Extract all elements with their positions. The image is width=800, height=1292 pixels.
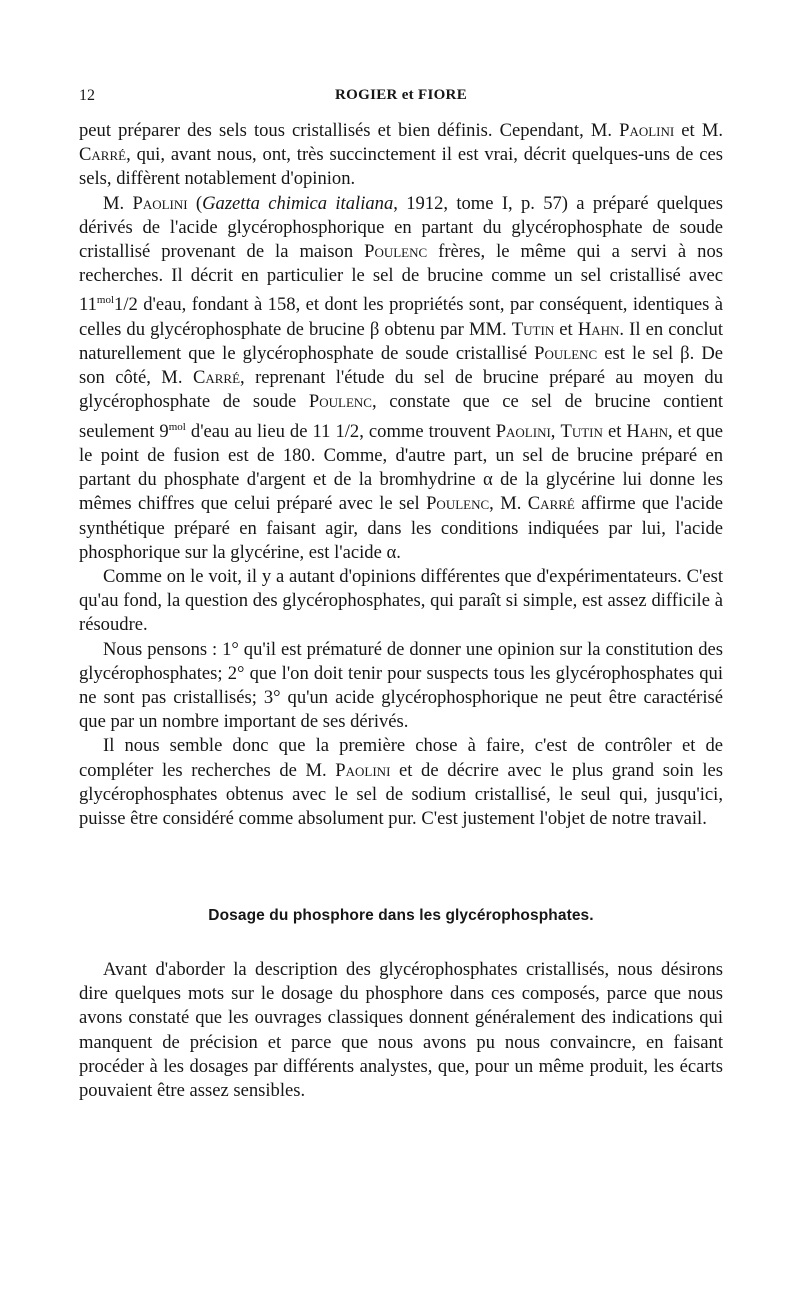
paragraph-3: Comme on le voit, il y a autant d'opinions différentes que d'expérimentateurs. C'est qu'au fond, la question des glycérophosphates, qui paraît si simple, est assez difficile à résoudre. — [79, 566, 723, 636]
main-text-block — [79, 119, 723, 831]
section-heading: Dosage du phosphore dans les glycérophosphates. — [208, 907, 594, 924]
paragraph-1: peut préparer des sels tous cristallisés et bien définis. Cependant, M. Paolini et M. Carré, qui, avant nous, ont, très succinctement il est vrai, décrit quelques-uns de ces sels, diffèrent notablement d'opinion. — [79, 120, 723, 190]
paragraph-2: M. Paolini (Gazetta chimica italiana, 1912, tome I, p. 57) a préparé quelques dérivés de l'acide glycérophosphorique en partant du glycérophosphate de soude cristallisé provenant de la maison Poulenc frères, le même qui a servi à nos recherches. Il décrit en particulier le sel de brucine comme un sel cristallisé avec $11^{mol}1/2$ d'eau, fondant à 158, et dont les propriétés sont, par conséquent, identiques à celles du glycérophosphate de brucine β obtenu par MM. Tutin et Hahn. Il en conclut naturellement que le glycérophosphate de soude cristallisé Poulenc est le sel β. De son côté, M. Carré, reprenant l'étude du sel de brucine préparé au moyen du glycérophosphate de soude Poulenc, constate que ce sel de brucine contient seulement $9^{mol}$ d'eau au lieu de 11 1/2, comme trouvent Paolini, Tutin et Hahn, et que le point de fusion est de 180. Comme, d'autre part, un sel de brucine préparé en partant du phosphate d'argent et de la bromhydrine α de la glycérine lui donne les mêmes chiffres que celui préparé avec le sel Poulenc, M. Carré affirme que l'acide synthétique préparé en faisant agir, dans les conditions indiquées par lui, l'acide phosphorique sur la glycérine, est l'acide α. — [79, 192, 724, 563]
paragraph-5: Il nous semble donc que la première chose à faire, c'est de contrôler et de compléter les recherches de M. Paolini et de décrire avec le plus grand soin les glycérophosphates obtenus avec le sel de sodium cristallisé, le seul qui, jusqu'ici, puisse être considéré comme absolument pur. C'est justement l'objet de notre travail. — [79, 735, 723, 830]
running-head: ROGIER et FIORE — [335, 87, 467, 103]
section-text-block — [79, 958, 723, 1103]
paragraph-4: Nous pensons : 1° qu'il est prématuré de donner une opinion sur la constitution des glycérophosphates; 2° que l'on doit tenir pour suspects tous les glycérophosphates qui ne sont pas cristallisés; 3° qu'un acide glycérophosphorique ne peut être caractérisé que par un nombre important de ses dérivés. — [79, 638, 723, 733]
page-number: 12 — [79, 87, 95, 104]
page-header — [79, 87, 723, 111]
paragraph-6: Avant d'aborder la description des glycérophosphates cristallisés, nous désirons dire quelques mots sur le dosage du phosphore dans ces composés, parce que nous avons constaté que les ouvrages classiques donnent généralement des indications qui manquent de précision et parce que nous avons pu nous convaincre, en faisant procéder à les dosages par différents analystes, que, pour un même produit, les écarts pouvaient être assez sensibles. — [79, 959, 723, 1102]
